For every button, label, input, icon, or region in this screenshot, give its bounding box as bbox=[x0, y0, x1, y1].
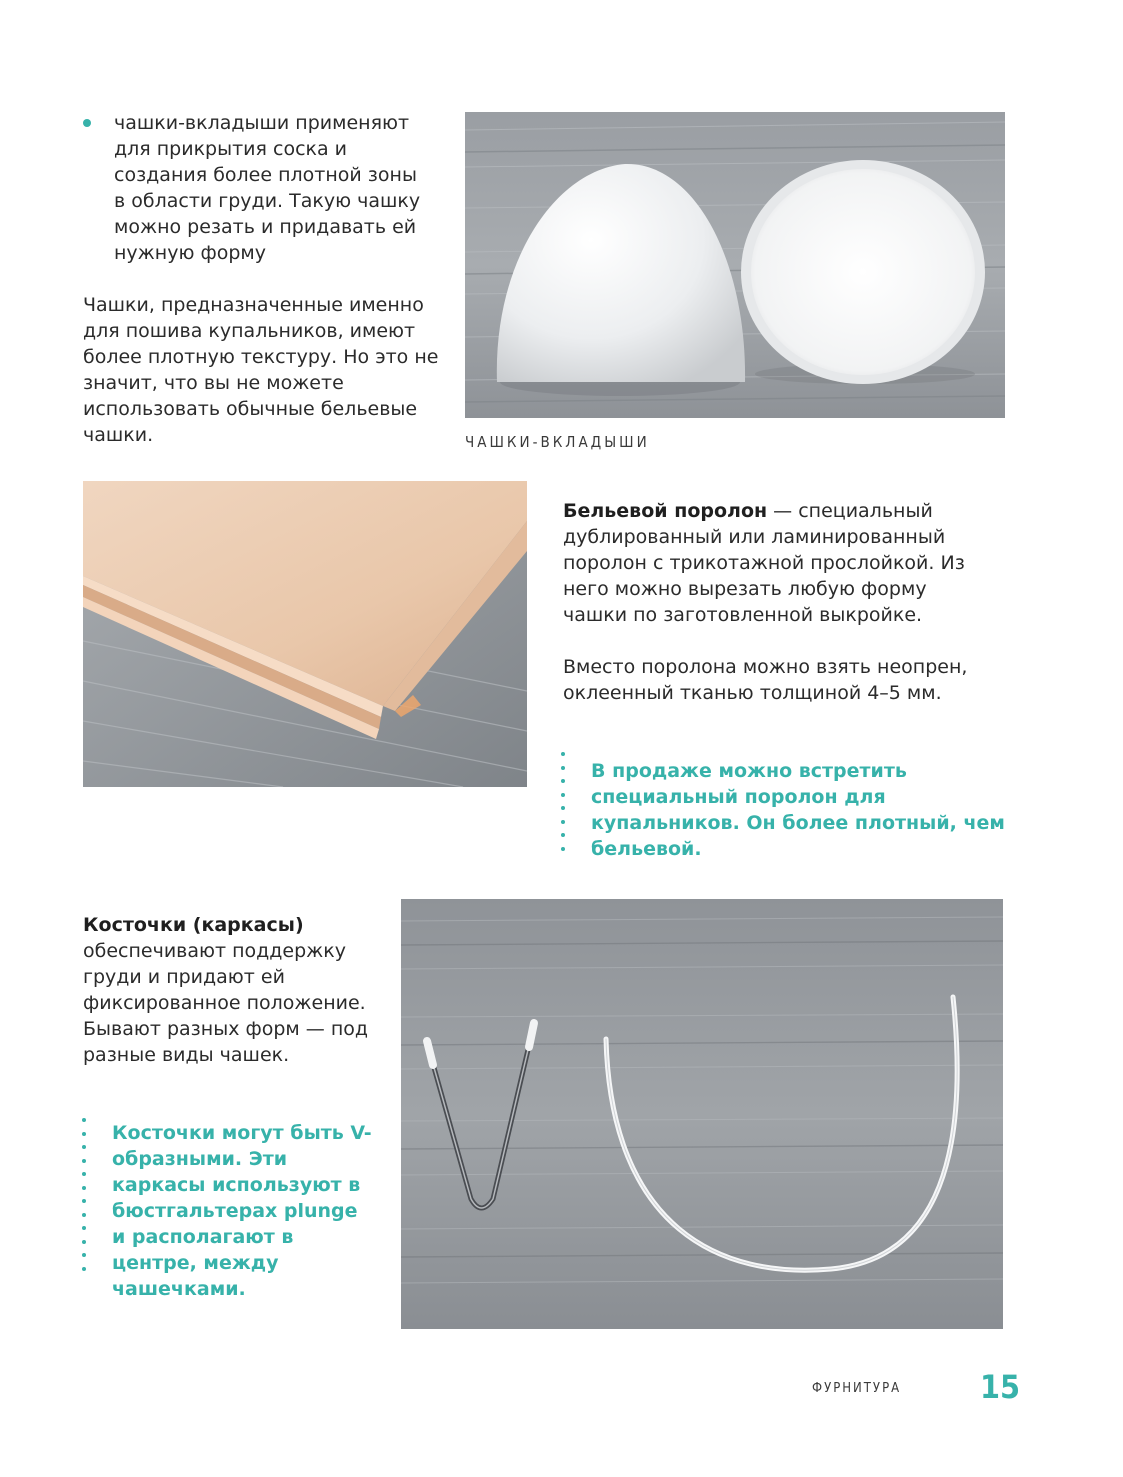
bullet-text: чашки-вкладыши применяют для прикрытия соска и создания более плотной зоны в области груди. Такую чашку можно резать и придавать ей нужную форму bbox=[114, 112, 421, 264]
page-number: 15 bbox=[980, 1368, 1021, 1406]
underwire-definition: обеспечивают поддержку груди и придают ей фиксированное положение. Бывают разных форм — под разные виды чашек. bbox=[83, 940, 369, 1066]
cups-photo-caption: ЧАШКИ-ВКЛАДЫШИ bbox=[465, 433, 650, 451]
underwire-term: Косточки (каркасы) bbox=[83, 914, 304, 936]
neoprene-paragraph: Вместо поролона можно взять неопрен, оклеенный тканью толщиной 4–5 мм. bbox=[563, 656, 968, 704]
underwire-note: Косточки могут быть V-образными. Эти каркасы используют в бюстгальтерах plunge и располагают в центре, между чашечками. bbox=[112, 1122, 372, 1300]
foam-note: В продаже можно встретить специальный поролон для купальников. Он более плотный, чем бельевой. bbox=[591, 760, 1005, 860]
footer-section-title: ФУРНИТУРА bbox=[812, 1381, 902, 1396]
intro-paragraph: Чашки, предназначенные именно для пошива купальников, имеют более плотную текстуру. Но это не значит, что вы не можете использовать обычные бельевые чашки. bbox=[83, 294, 439, 446]
foam-definition: — специальный дублированный или ламинированный поролон с трикотажной прослойкой. Из него можно вырезать любую форму чашки по заготовленной выкройке. bbox=[563, 500, 965, 626]
underwire-description bbox=[83, 912, 383, 1068]
foam-photo bbox=[83, 481, 527, 787]
cups-photo bbox=[465, 112, 1005, 418]
foam-description bbox=[563, 498, 993, 628]
underwire-photo bbox=[401, 899, 1003, 1329]
bullet-dot bbox=[83, 119, 91, 127]
note-dots-1 bbox=[561, 752, 565, 860]
note-dots-2 bbox=[82, 1118, 86, 1280]
foam-term: Бельевой поролон bbox=[563, 500, 768, 522]
